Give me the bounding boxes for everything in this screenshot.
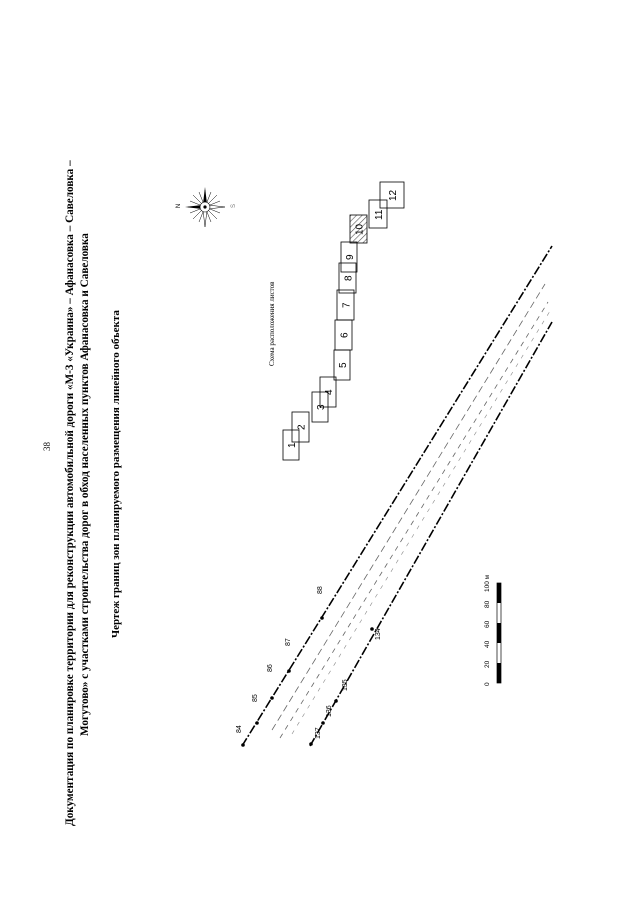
scale-tick-60: 60 <box>484 620 491 628</box>
road-edge-line-1 <box>272 284 545 730</box>
scale-tick-20: 20 <box>484 660 491 668</box>
road-edge-line-2 <box>280 302 548 738</box>
sheet-label-10: 10 <box>354 223 366 235</box>
sheet-label-12: 12 <box>388 189 399 201</box>
sheet-label-8: 8 <box>343 275 355 281</box>
compass-north-label: N <box>176 203 182 209</box>
point-label-86: 86 <box>267 664 274 672</box>
document-title-line-1: Документация по планировке территории для реконструкции автомобильной дороги «М-3 «Украина» – Афанасовка – Савеловка – <box>64 160 76 826</box>
sheet-label-6: 6 <box>339 332 351 338</box>
scale-tick-40: 40 <box>484 640 491 648</box>
point-87 <box>287 669 291 673</box>
point-label-84: 84 <box>236 725 243 733</box>
document-title-line-2: Могутово» с участками строительства дорог в обход населенных пунктов Афанасовка и Савеловка <box>79 233 91 736</box>
drawing-title: Чертеж границ зон планируемого размещения линейного объекта <box>110 310 122 638</box>
scale-bar <box>484 574 501 686</box>
sheet-label-2: 2 <box>296 424 308 430</box>
point-86 <box>270 696 274 700</box>
point-134 <box>370 627 374 631</box>
point-85 <box>255 721 259 725</box>
point-label-137: 137 <box>315 727 322 739</box>
scale-tick-80: 80 <box>484 600 491 608</box>
point-136 <box>321 721 325 725</box>
sheet-layout-scheme <box>268 182 404 460</box>
compass-south-label: S <box>231 203 237 209</box>
point-label-85: 85 <box>252 694 259 702</box>
point-label-88: 88 <box>317 586 324 594</box>
point-135 <box>334 699 338 703</box>
point-label-135: 135 <box>342 679 349 691</box>
sheet-label-3: 3 <box>316 404 327 410</box>
road-edge-line-3 <box>292 311 550 734</box>
sheet-label-7: 7 <box>341 302 353 308</box>
point-label-136: 136 <box>326 705 333 717</box>
sheet-label-5: 5 <box>338 362 349 368</box>
inset-caption: Схема расположения листов <box>268 281 276 366</box>
point-label-87: 87 <box>285 638 292 646</box>
point-137 <box>309 742 313 746</box>
sheet-label-1: 1 <box>287 442 298 448</box>
sheet-label-4: 4 <box>324 389 335 395</box>
point-88 <box>320 616 324 620</box>
point-label-134: 134 <box>375 628 382 640</box>
sheet-label-11: 11 <box>374 209 385 220</box>
scale-tick-0: 0 <box>484 682 491 686</box>
point-84 <box>241 743 245 747</box>
sheet-label-9: 9 <box>345 254 356 260</box>
compass-rose-icon <box>176 187 237 227</box>
scale-tick-100: 100 м <box>484 574 491 592</box>
page-number: 38 <box>42 442 52 451</box>
